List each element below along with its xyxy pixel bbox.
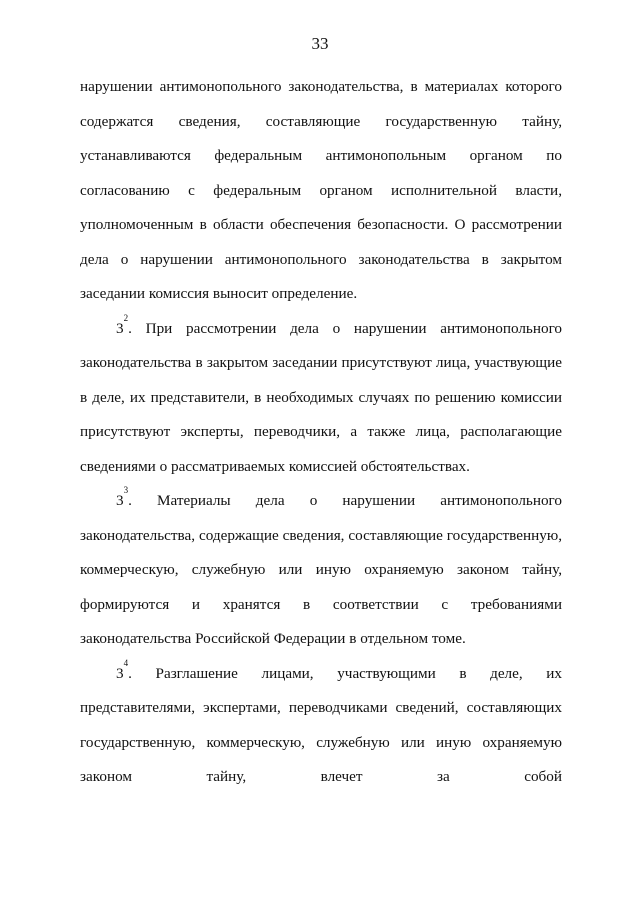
paragraph-text: Материалы дела о нарушении антимонопольного законодательства, содержащие сведения, составляющие государственную, коммерческую, служебную или иную охраняемую законом тайну, формируются и хранятся в соответствии с требованиями законодательства Российской Федерации в отдельном томе. [80, 492, 562, 647]
paragraph-clause-3-4: $3^4$. Разглашение лицами, участвующими в деле, их представителями, экспертами, переводчиками сведений, составляющих государственную, коммерческую, служебную или иную охраняемую законом тайну, влечет за собой [80, 657, 562, 785]
clause-number: $3^2$ [116, 312, 129, 337]
clause-number: $3^3$ [116, 485, 129, 509]
paragraph-continuation: нарушении антимонопольного законодательства, в материалах которого содержатся сведения, составляющие государственную тайну, устанавливаются федеральным антимонопольным органом по согласованию с федеральным органом исполнительной власти, уполномоченным в области обеспечения безопасности. О рассмотрении дела о нарушении антимонопольного законодательства в закрытом заседании комиссия выносит определение. [80, 78, 562, 302]
paragraph-text: При рассмотрении дела о нарушении антимонопольного законодательства в закрытом заседании присутствуют лица, участвующие в деле, их представители, в необходимых случаях по решению комиссии присутствуют эксперты, переводчики, а также лица, располагающие сведениями о рассматриваемых комиссией обстоятельствах. [80, 319, 563, 475]
paragraph-clause-3-2: $3^2$. При рассмотрении дела о нарушении антимонопольного законодательства в закрытом заседании присутствуют лица, участвующие в деле, их представители, в необходимых случаях по решению комиссии присутствуют эксперты, переводчики, а также лица, располагающие сведениями о рассматриваемых комиссией обстоятельствах. [80, 312, 563, 475]
paragraph-text: Разглашение лицами, участвующими в деле, их представителями, экспертами, переводчиками сведений, составляющих государственную, коммерческую, служебную или иную охраняемую законом тайну, влечет за собой [80, 664, 562, 785]
document-body [80, 70, 562, 795]
paragraph-clause-3-3: $3^3$. Материалы дела о нарушении антимонопольного законодательства, содержащие сведения, составляющие государственную, коммерческую, служебную или иную охраняемую законом тайну, формируются и хранятся в соответствии с требованиями законодательства Российской Федерации в отдельном томе. [80, 485, 562, 647]
clause-number: $3^4$ [116, 657, 129, 682]
page-number: 33 [311, 34, 329, 53]
